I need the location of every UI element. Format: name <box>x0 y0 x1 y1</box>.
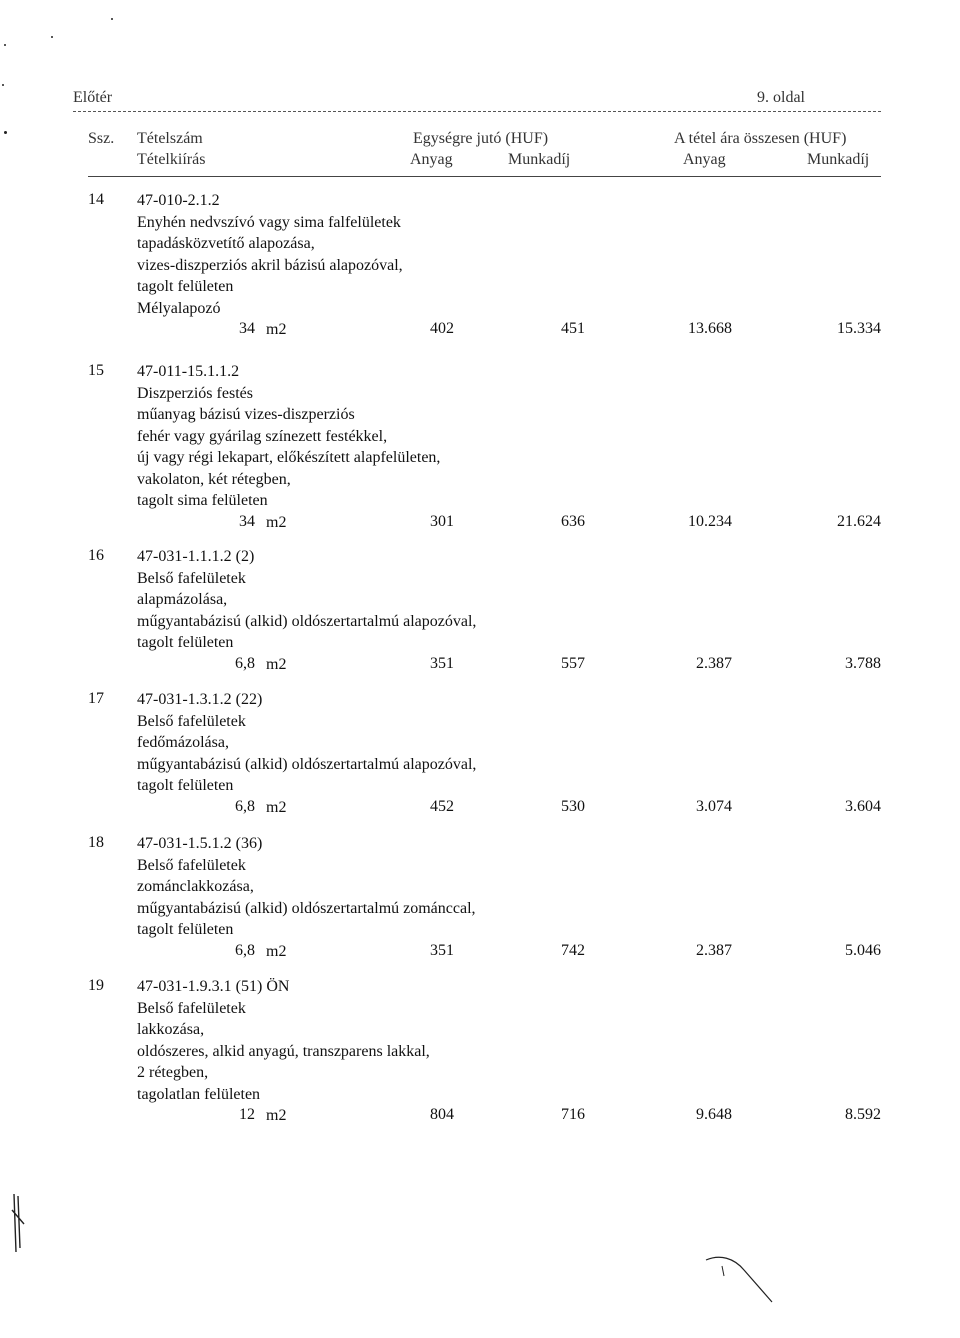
item-number: 17 <box>88 690 104 707</box>
item-description-line: műgyantabázisú (alkid) oldószertartalmú alapozóval, <box>137 612 477 630</box>
scan-speck <box>4 44 6 46</box>
item-number: 16 <box>88 547 104 564</box>
unit-price-munkadij: 451 <box>561 320 585 337</box>
col-munkadij-unit: Munkadíj <box>508 151 571 168</box>
item-description-line: Belső fafelületek <box>137 856 246 874</box>
item-unit: m2 <box>266 1107 287 1124</box>
item-description-line: Diszperziós festés <box>137 384 253 402</box>
item-code: 47-031-1.1.1.2 (2) <box>137 548 255 565</box>
scan-mark-left <box>0 1190 40 1260</box>
total-anyag: 9.648 <box>696 1106 732 1123</box>
item-description-line: oldószeres, alkid anyagú, transzparens lakkal, <box>137 1042 430 1060</box>
item-description-line: új vagy régi lekapart, előkészített alapfelületen, <box>137 449 441 466</box>
col-anyag-total: Anyag <box>683 151 726 168</box>
unit-price-anyag: 804 <box>430 1106 454 1123</box>
item-description-line: tapadásközvetítő alapozása, <box>137 235 315 252</box>
item-unit: m2 <box>266 942 287 960</box>
total-munkadij: 3.788 <box>845 654 881 672</box>
total-munkadij: 5.046 <box>845 941 881 959</box>
scan-mark-right <box>700 1250 780 1310</box>
item-description-line: tagolt felületen <box>137 921 234 938</box>
total-anyag: 10.234 <box>688 512 732 530</box>
unit-price-munkadij: 530 <box>561 797 585 815</box>
item-description-line: vizes-diszperziós akril bázisú alapozóval, <box>137 256 403 274</box>
item-code: 47-031-1.3.1.2 (22) <box>137 691 263 708</box>
item-description-line: műgyantabázisú (alkid) oldószertartalmú alapozóval, <box>137 755 477 773</box>
item-quantity: 6,8 <box>235 654 255 672</box>
item-quantity: 6,8 <box>235 797 255 815</box>
total-anyag: 2.387 <box>696 654 732 672</box>
unit-price-munkadij: 636 <box>561 512 585 530</box>
item-description-line: tagolt felületen <box>137 777 234 794</box>
col-tetelszam: Tételszám <box>137 130 203 147</box>
item-description-line: tagolt felületen <box>137 634 234 651</box>
total-anyag: 3.074 <box>696 797 732 815</box>
item-description-line: lakkozása, <box>137 1021 205 1038</box>
item-number: 14 <box>88 191 104 208</box>
item-description-line: fehér vagy gyárilag színezett festékkel, <box>137 427 388 445</box>
total-munkadij: 21.624 <box>837 512 881 530</box>
item-description-line: vakolaton, két rétegben, <box>137 470 291 488</box>
item-description-line: Belső fafelületek <box>137 999 246 1017</box>
table-header-rule <box>88 176 881 177</box>
item-description-line: zománclakkozása, <box>137 878 254 895</box>
item-description-line: Mélyalapozó <box>137 299 221 317</box>
section-title: Előtér <box>73 89 113 106</box>
item-description-line: Belső fafelületek <box>137 712 246 730</box>
item-unit: m2 <box>266 655 287 673</box>
col-osszesen: A tétel ára összesen (HUF) <box>674 130 847 147</box>
unit-price-anyag: 301 <box>430 512 454 530</box>
col-munkadij-total: Munkadíj <box>807 151 870 168</box>
item-code: 47-011-15.1.1.2 <box>137 363 240 380</box>
unit-price-anyag: 351 <box>430 941 454 959</box>
item-quantity: 12 <box>239 1106 255 1123</box>
item-description-line: Belső fafelületek <box>137 569 246 587</box>
unit-price-munkadij: 716 <box>561 1106 585 1123</box>
item-quantity: 34 <box>239 512 255 530</box>
item-unit: m2 <box>266 798 287 816</box>
item-description-line: tagolatlan felületen <box>137 1085 261 1103</box>
item-code: 47-031-1.5.1.2 (36) <box>137 835 263 852</box>
item-description-line: tagolt felületen <box>137 278 234 295</box>
total-anyag: 2.387 <box>696 941 732 959</box>
total-anyag: 13.668 <box>688 320 732 337</box>
scan-speck <box>2 84 4 86</box>
item-number: 15 <box>88 362 104 379</box>
item-description-line: alapmázolása, <box>137 591 228 608</box>
unit-price-anyag: 402 <box>430 320 454 337</box>
total-munkadij: 8.592 <box>845 1106 881 1123</box>
header-divider <box>73 111 881 112</box>
item-description-line: fedőmázolása, <box>137 734 229 751</box>
col-anyag-unit: Anyag <box>410 151 453 168</box>
unit-price-munkadij: 742 <box>561 941 585 959</box>
unit-price-anyag: 452 <box>430 797 454 815</box>
item-unit: m2 <box>266 321 287 338</box>
unit-price-anyag: 351 <box>430 654 454 672</box>
scan-speck <box>51 36 53 38</box>
item-number: 18 <box>88 834 104 851</box>
item-description-line: Enyhén nedvszívó vagy sima falfelületek <box>137 213 401 231</box>
item-description-line: műanyag bázisú vizes-diszperziós <box>137 406 355 423</box>
scan-speck <box>4 131 7 134</box>
item-number: 19 <box>88 977 104 994</box>
item-code: 47-010-2.1.2 <box>137 192 220 209</box>
item-quantity: 6,8 <box>235 941 255 959</box>
item-description-line: 2 rétegben, <box>137 1064 209 1081</box>
item-quantity: 34 <box>239 320 255 337</box>
col-ssz: Ssz. <box>88 130 115 147</box>
unit-price-munkadij: 557 <box>561 654 585 672</box>
col-tetelkiiras: Tételkiírás <box>137 151 206 168</box>
page-number: 9. oldal <box>757 89 805 106</box>
item-code: 47-031-1.9.3.1 (51) ÖN <box>137 978 290 995</box>
item-description-line: műgyantabázisú (alkid) oldószertartalmú zománccal, <box>137 899 476 917</box>
item-description-line: tagolt sima felületen <box>137 492 268 509</box>
item-unit: m2 <box>266 513 287 531</box>
total-munkadij: 15.334 <box>837 320 881 337</box>
total-munkadij: 3.604 <box>845 797 881 815</box>
col-egysegre: Egységre jutó (HUF) <box>413 130 549 147</box>
scan-speck <box>111 18 113 20</box>
